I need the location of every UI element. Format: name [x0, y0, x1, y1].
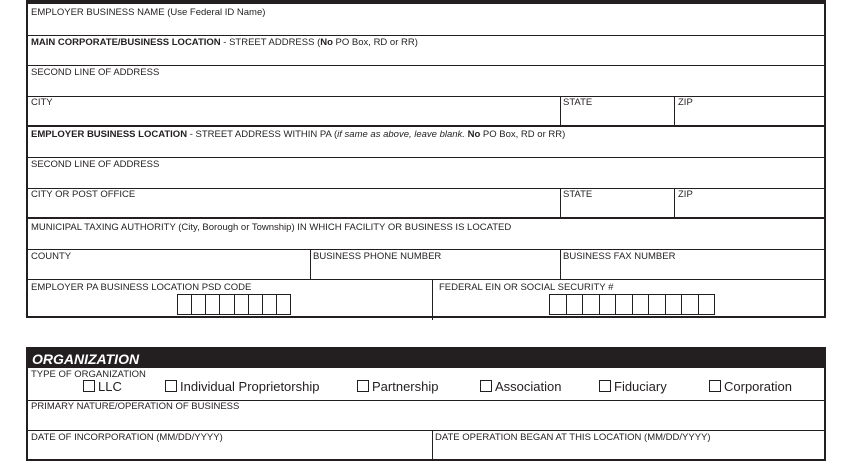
municipal-field[interactable] — [28, 232, 824, 248]
pa-city-field[interactable] — [28, 200, 558, 216]
pa-second-line-label: SECOND LINE OF ADDRESS — [31, 159, 160, 170]
organization-title: ORGANIZATION — [32, 351, 140, 367]
business-name-label: EMPLOYER BUSINESS NAME (Use Federal ID Name) — [31, 7, 266, 18]
pa-zip-label: ZIP — [678, 189, 693, 200]
digit-cell[interactable] — [191, 295, 205, 314]
main-city-field[interactable] — [28, 108, 558, 124]
digit-cell[interactable] — [219, 295, 233, 314]
option-corporation[interactable]: Corporation — [709, 377, 792, 395]
digit-cell[interactable] — [205, 295, 219, 314]
date-operation-began-label: DATE OPERATION BEGAN AT THIS LOCATION (MM/DD/YYYY) — [435, 432, 711, 443]
main-second-line-field[interactable] — [28, 78, 824, 92]
digit-cell[interactable] — [698, 295, 715, 314]
checkbox[interactable] — [480, 380, 492, 392]
option-individual-proprietorship[interactable]: Individual Proprietorship — [165, 377, 319, 395]
ein-input[interactable] — [549, 294, 715, 315]
date-of-incorporation-label: DATE OF INCORPORATION (MM/DD/YYYY) — [31, 432, 223, 443]
checkbox[interactable] — [83, 380, 95, 392]
checkbox[interactable] — [165, 380, 177, 392]
pa-state-label: STATE — [563, 189, 593, 200]
digit-cell[interactable] — [234, 295, 248, 314]
pa-street-address-field[interactable] — [28, 139, 824, 153]
digit-cell[interactable] — [178, 295, 191, 314]
phone-field[interactable] — [310, 262, 558, 278]
main-zip-field[interactable] — [675, 108, 823, 124]
municipal-label: MUNICIPAL TAXING AUTHORITY (City, Borough or Township) IN WHICH FACILITY OR BUSINESS IS LOCATED — [31, 222, 512, 233]
option-association[interactable]: Association — [480, 377, 561, 395]
date-of-incorporation-field[interactable] — [28, 444, 430, 459]
county-label: COUNTY — [31, 251, 72, 262]
business-name-field[interactable] — [28, 18, 824, 34]
psd-code-input[interactable] — [177, 294, 291, 315]
organization-header-bar — [28, 349, 824, 368]
checkbox[interactable] — [357, 380, 369, 392]
digit-cell[interactable] — [681, 295, 698, 314]
digit-cell[interactable] — [276, 295, 290, 314]
second-line-label: SECOND LINE OF ADDRESS — [31, 67, 160, 78]
digit-cell[interactable] — [550, 295, 566, 314]
digit-cell[interactable] — [665, 295, 682, 314]
pa-location-label: EMPLOYER BUSINESS LOCATION - STREET ADDRESS WITHIN PA (if same as above, leave blank. No PO Box, RD or RR) — [31, 129, 566, 140]
option-partnership[interactable]: Partnership — [357, 377, 438, 395]
date-operation-began-field[interactable] — [432, 444, 824, 459]
digit-cell[interactable] — [648, 295, 665, 314]
type-of-organization-label: TYPE OF ORGANIZATION — [31, 369, 146, 380]
ein-label: FEDERAL EIN OR SOCIAL SECURITY # — [439, 282, 614, 293]
fax-field[interactable] — [560, 262, 824, 278]
option-fiduciary[interactable]: Fiduciary — [599, 377, 667, 395]
pa-zip-field[interactable] — [675, 200, 823, 216]
main-state-field[interactable] — [560, 108, 672, 124]
city-label: CITY — [31, 97, 53, 108]
digit-cell[interactable] — [599, 295, 616, 314]
psd-code-label: EMPLOYER PA BUSINESS LOCATION PSD CODE — [31, 282, 252, 293]
city-po-label: CITY OR POST OFFICE — [31, 189, 136, 200]
digit-cell[interactable] — [615, 295, 632, 314]
pa-state-field[interactable] — [560, 200, 672, 216]
fax-label: BUSINESS FAX NUMBER — [563, 251, 676, 262]
primary-nature-field[interactable] — [28, 413, 824, 429]
checkbox[interactable] — [599, 380, 611, 392]
checkbox[interactable] — [709, 380, 721, 392]
digit-cell[interactable] — [248, 295, 262, 314]
primary-nature-label: PRIMARY NATURE/OPERATION OF BUSINESS — [31, 401, 240, 412]
county-field[interactable] — [28, 262, 308, 278]
main-location-label: MAIN CORPORATE/BUSINESS LOCATION - STREET ADDRESS (No PO Box, RD or RR) — [31, 37, 418, 48]
digit-cell[interactable] — [566, 295, 583, 314]
digit-cell[interactable] — [632, 295, 649, 314]
digit-cell[interactable] — [262, 295, 276, 314]
option-llc[interactable]: LLC — [83, 377, 122, 395]
digit-cell[interactable] — [582, 295, 599, 314]
zip-label: ZIP — [678, 97, 693, 108]
pa-second-line-field[interactable] — [28, 170, 824, 184]
phone-label: BUSINESS PHONE NUMBER — [313, 251, 442, 262]
main-street-address-field[interactable] — [28, 47, 824, 61]
state-label: STATE — [563, 97, 593, 108]
